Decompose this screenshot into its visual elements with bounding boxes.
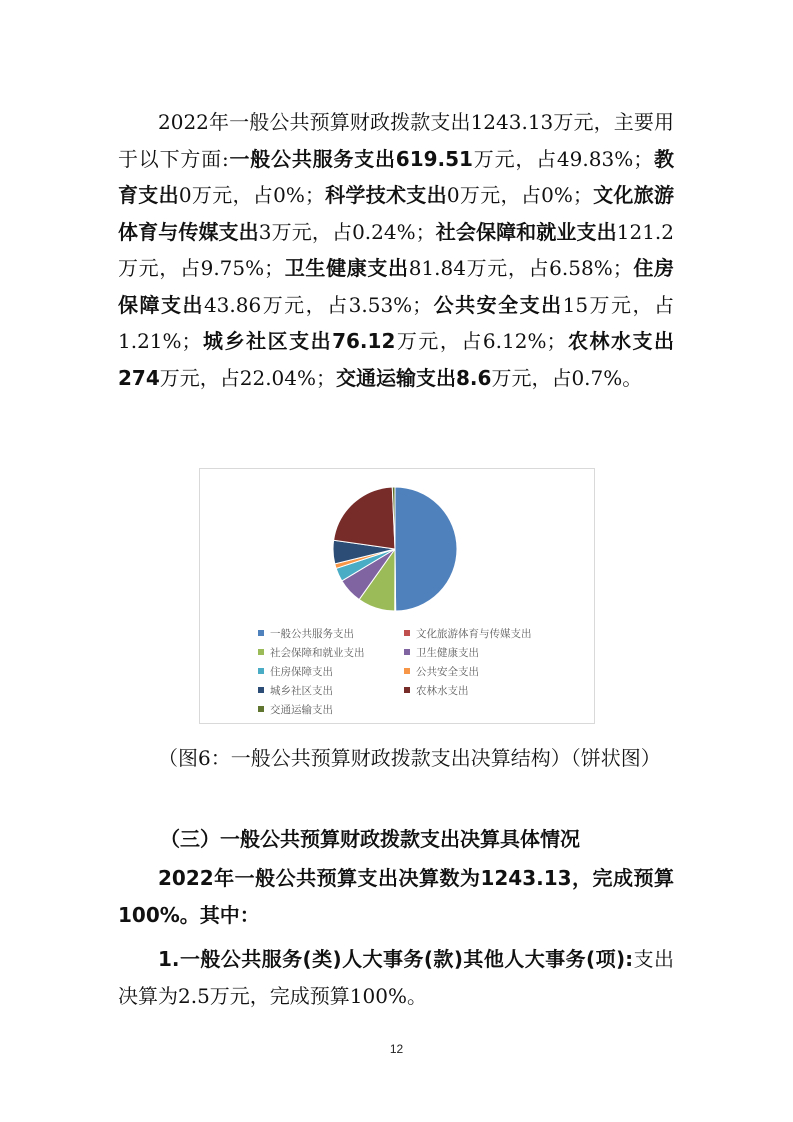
legend-swatch <box>258 668 264 674</box>
figure-caption: （图6：一般公共预算财政拨款支出决算结构）（饼状图） <box>158 746 661 770</box>
legend-item <box>258 665 333 679</box>
pie-slice <box>395 487 457 611</box>
legend-item <box>258 684 333 698</box>
legend-swatch <box>404 668 410 674</box>
legend-label: 文化旅游体育与传媒支出 <box>416 628 532 640</box>
legend-label: 卫生健康支出 <box>416 647 479 659</box>
section-heading: （三）一般公共预算财政拨款支出决算具体情况 <box>160 827 580 851</box>
legend-label: 交通运输支出 <box>270 704 333 716</box>
legend-label: 农林水支出 <box>416 685 469 697</box>
legend-swatch <box>258 706 264 712</box>
pie-chart <box>325 479 465 619</box>
page-number: 12 <box>389 1042 404 1056</box>
legend-item <box>258 627 354 641</box>
legend-swatch <box>404 649 410 655</box>
legend-item <box>404 684 469 698</box>
legend-item <box>404 646 479 660</box>
legend-item <box>404 627 532 641</box>
legend-label: 住房保障支出 <box>270 666 333 678</box>
legend-swatch <box>404 630 410 636</box>
legend-swatch <box>258 630 264 636</box>
pie-chart-frame <box>199 468 595 724</box>
total-expenditure-paragraph: 2022年一般公共预算支出决算数为1243.13，完成预算100%。其中： <box>118 866 674 927</box>
legend-label: 城乡社区支出 <box>270 685 333 697</box>
item-paragraph: 1.一般公共服务(类)人大事务(款)其他人大事务(项):支出决算为2.5万元，完成预算100%。 <box>118 947 675 1008</box>
legend-item <box>404 665 479 679</box>
budget-summary-paragraph: 2022年一般公共预算财政拨款支出1243.13万元，主要用于以下方面:一般公共服务支出619.51万元，占49.83%；教育支出0万元，占0%；科学技术支出0万元，占0%；文化旅游体育与传媒支出3万元，占0.24%；社会保障和就业支出121.2万元，占9.75%；卫生健康支出81.84万元，占6.58%；住房保障支出43.86万元，占3.53%；公共安全支出15万元，占1.21%；城乡社区支出76.12万元，占6.12%；农林水支出274万元，占22.04%；交通运输支出8.6万元，占0.7%。 <box>118 110 675 390</box>
legend-swatch <box>258 687 264 693</box>
legend-item <box>258 703 333 717</box>
legend-label: 一般公共服务支出 <box>270 628 354 640</box>
pie-slice <box>334 487 395 549</box>
legend-label: 公共安全支出 <box>416 666 479 678</box>
legend-label: 社会保障和就业支出 <box>270 647 365 659</box>
legend-swatch <box>258 649 264 655</box>
legend-item <box>258 646 365 660</box>
legend-swatch <box>404 687 410 693</box>
